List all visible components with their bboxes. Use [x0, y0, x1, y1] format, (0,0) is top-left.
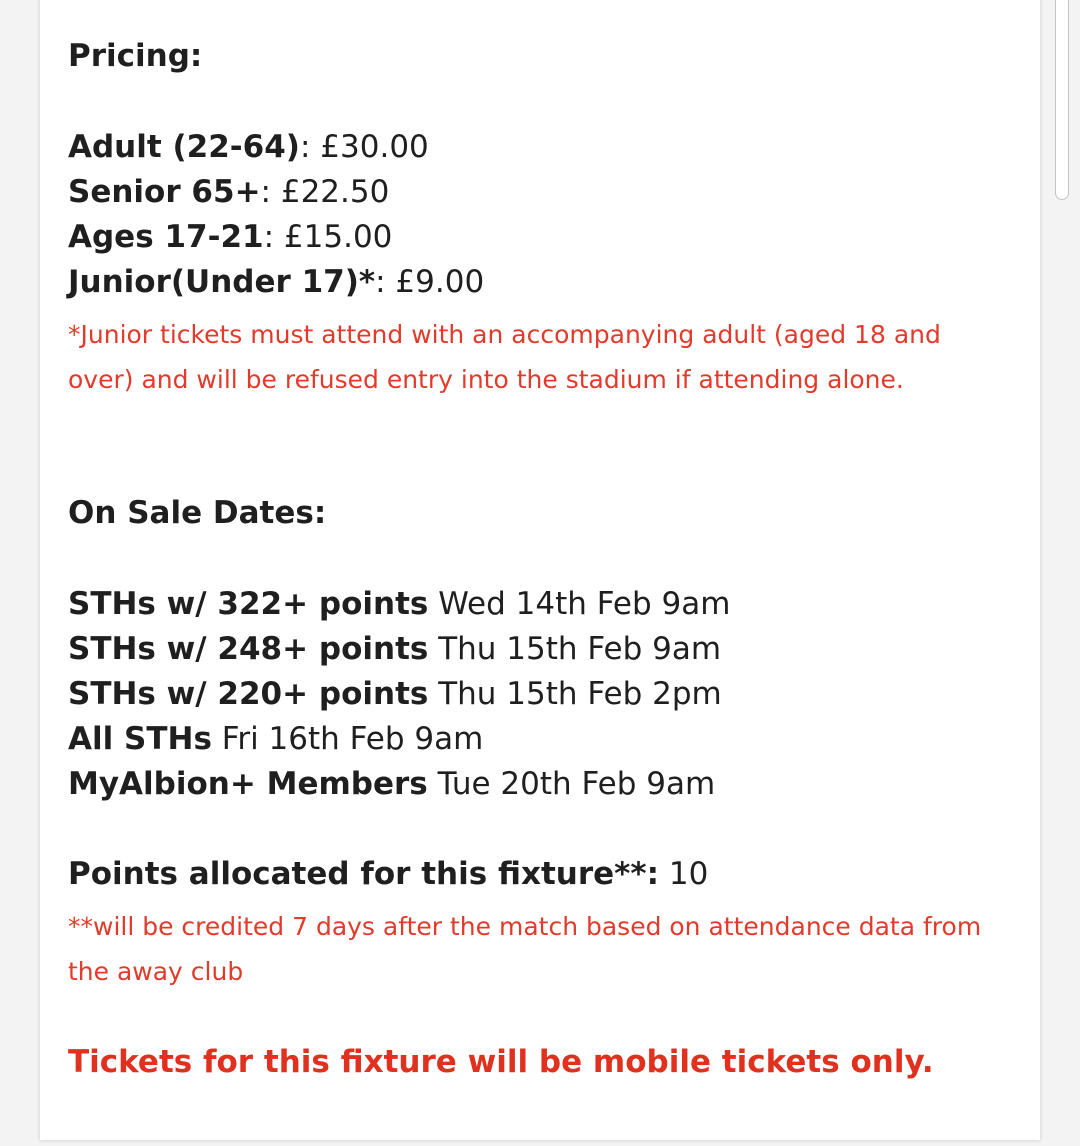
price-value: £22.50: [280, 174, 390, 210]
price-label: Junior(Under 17)*: [68, 264, 376, 300]
sale-label: STHs w/ 248+ points: [68, 631, 429, 667]
points-label: Points allocated for this fixture**:: [68, 856, 659, 892]
sale-row-322: [68, 586, 731, 622]
fixture-info-card: [40, 0, 1040, 1140]
price-row-junior: Junior(Under 17)*: £9.00: [68, 264, 485, 300]
price-row-adult: Adult (22-64): £30.00: [68, 129, 429, 165]
price-label: Adult (22-64): [68, 129, 300, 165]
price-value: £15.00: [283, 219, 393, 255]
on-sale-heading: On Sale Dates:: [68, 495, 327, 531]
sale-date: Thu 15th Feb 2pm: [438, 676, 722, 712]
sale-date: Fri 16th Feb 9am: [221, 721, 484, 757]
points-value: 10: [668, 856, 709, 892]
points-note: **will be credited 7 days after the match based on attendance data from the away club: [68, 912, 982, 986]
price-row-17-21: Ages 17-21: £15.00: [68, 219, 393, 255]
sale-label: STHs w/ 220+ points: [68, 676, 429, 712]
mobile-tickets-alert: Tickets for this fixture will be mobile tickets only.: [68, 1044, 934, 1080]
price-row-senior: Senior 65+: £22.50: [68, 174, 390, 210]
price-label: Ages 17-21: [68, 219, 264, 255]
sale-label: STHs w/ 322+ points: [68, 586, 429, 622]
price-label: Senior 65+: [68, 174, 261, 210]
junior-note: *Junior tickets must attend with an accompanying adult (aged 18 and over) and will be refused entry into the stadium if attending alone.: [68, 320, 941, 394]
sale-date: Tue 20th Feb 9am: [437, 766, 716, 802]
sale-date: Wed 14th Feb 9am: [438, 586, 731, 622]
sale-label: All STHs: [68, 721, 212, 757]
price-value: £9.00: [395, 264, 485, 300]
sale-row-248: [68, 631, 722, 667]
points-row: [68, 856, 709, 892]
sale-row-members: [68, 766, 716, 802]
sale-row-all-sths: [68, 721, 484, 757]
pricing-heading: Pricing:: [68, 38, 203, 74]
price-value: £30.00: [320, 129, 429, 165]
sale-row-220: [68, 676, 722, 712]
scrollbar[interactable]: [1055, 0, 1069, 200]
sale-label: MyAlbion+ Members: [68, 766, 428, 802]
sale-date: Thu 15th Feb 9am: [438, 631, 722, 667]
